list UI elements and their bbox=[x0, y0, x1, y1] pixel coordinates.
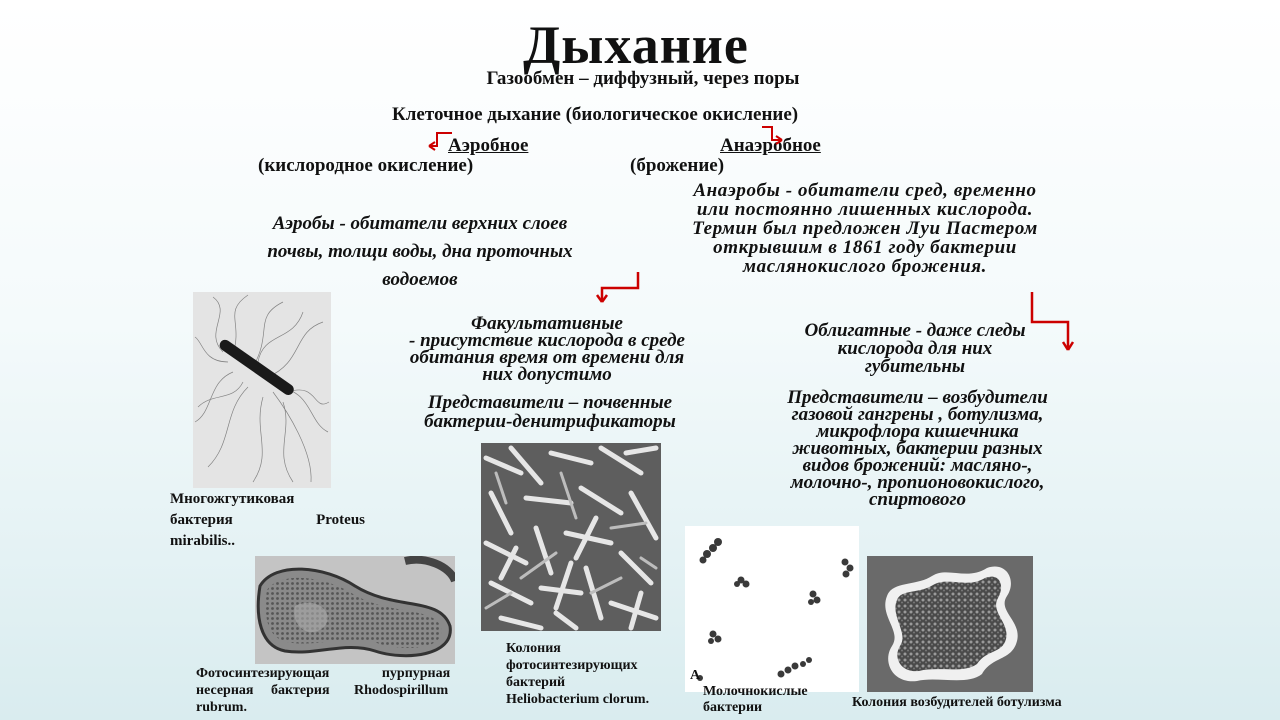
caption-line: Heliobacterium clorum. bbox=[506, 692, 650, 707]
text-line: бактерии-денитрификаторы bbox=[424, 411, 676, 432]
arrow-to-obligate-icon bbox=[1028, 290, 1078, 356]
rhodospirillum-caption bbox=[196, 665, 486, 716]
text-line: открывшим в 1861 году бактерии bbox=[713, 237, 1017, 258]
botulism-colony-micrograph bbox=[867, 556, 1033, 692]
aerobic-subheading: (кислородное окисление) bbox=[258, 155, 474, 176]
colony-image bbox=[867, 556, 1033, 692]
proteus-micrograph bbox=[193, 292, 331, 488]
text-line: Анаэробы - обитатели сред, временно bbox=[693, 180, 1037, 201]
rhodospirillum-micrograph bbox=[255, 556, 455, 664]
figure-label: A bbox=[690, 668, 701, 683]
arrow-to-facultative-icon bbox=[592, 270, 642, 306]
lactic-bacteria-micrograph bbox=[685, 526, 859, 692]
heliobacterium-caption bbox=[506, 640, 676, 708]
caption-line: rubrum. bbox=[196, 700, 247, 715]
text-line: животных, бактерии разных bbox=[792, 438, 1043, 459]
text-line: Представители – возбудители bbox=[787, 387, 1048, 408]
text-line: Термин был предложен Луи Пастером bbox=[692, 218, 1038, 239]
facultative-description bbox=[362, 315, 732, 383]
cellular-respiration-line: Клеточное дыхание (биологическое окисление) bbox=[392, 104, 799, 125]
text-line: почвы, толщи воды, дна проточных bbox=[267, 241, 573, 262]
caption-line: Молочнокислые bbox=[703, 684, 808, 699]
text-line: Представители – почвенные bbox=[427, 392, 673, 413]
proteus-caption bbox=[170, 489, 365, 552]
lactic-bacteria-caption bbox=[703, 684, 843, 716]
text-line: микрофлора кишечника bbox=[816, 421, 1019, 442]
caption-line: Колония bbox=[506, 641, 561, 656]
caption-line: mirabilis.. bbox=[170, 533, 236, 549]
heliobacterium-micrograph bbox=[481, 443, 661, 631]
text-line: спиртового bbox=[868, 489, 967, 510]
text-line: кислорода для них bbox=[837, 338, 993, 359]
anaerobic-subheading: (брожение) bbox=[630, 155, 725, 176]
facultative-heading: Факультативные bbox=[471, 313, 623, 334]
page-title: Дыхание bbox=[523, 15, 749, 75]
text-line: них допустимо bbox=[482, 364, 612, 385]
aerobes-description bbox=[215, 210, 625, 294]
text-line: - присутствие кислорода в среде bbox=[409, 330, 685, 351]
facultative-representatives bbox=[380, 393, 720, 431]
gas-exchange-line: Газообмен – диффузный, через поры bbox=[486, 68, 800, 89]
text-line: водоемов bbox=[382, 269, 458, 290]
caption-line: бактерии bbox=[703, 700, 763, 715]
anaerobic-heading: Анаэробное bbox=[720, 135, 821, 156]
caption-line: бактерия Proteus bbox=[170, 512, 365, 528]
text-line: Аэробы - обитатели верхних слоев bbox=[272, 213, 568, 234]
caption-line: несерная бактерия Rhodospirillum bbox=[196, 683, 449, 698]
text-line: губительны bbox=[864, 356, 966, 377]
obligate-representatives bbox=[745, 389, 1090, 508]
text-line: молочно-, пропионовокислого, bbox=[790, 472, 1045, 493]
text-line: видов брожений: масляно-, bbox=[802, 455, 1033, 476]
obligate-heading: Облигатные - даже следы bbox=[804, 320, 1026, 341]
caption-line: Многожгутиковая bbox=[170, 491, 295, 507]
flagellated-bacterium-image bbox=[193, 292, 331, 488]
cocci-clusters-image bbox=[685, 526, 859, 692]
caption-line: фотосинтезирующих bbox=[506, 658, 638, 673]
text-line: газовой гангрены , ботулизма, bbox=[791, 404, 1044, 425]
arrow-to-aerobic-icon bbox=[425, 130, 455, 154]
aerobic-heading: Аэробное bbox=[448, 135, 529, 156]
anaerobes-description bbox=[630, 181, 1100, 276]
text-line: маслянокислого брожения. bbox=[742, 256, 987, 277]
caption-line: Фотосинтезирующая пурпурная bbox=[196, 666, 451, 681]
text-line: или постоянно лишенных кислорода. bbox=[696, 199, 1034, 220]
caption-line: бактерий bbox=[506, 675, 566, 690]
arrow-to-anaerobic-icon bbox=[760, 124, 790, 148]
text-line: обитания время от времени для bbox=[409, 347, 685, 368]
rod-colony-image bbox=[481, 443, 661, 631]
botulism-caption: Колония возбудителей ботулизма bbox=[852, 695, 1062, 710]
cell-section-image bbox=[255, 556, 455, 664]
